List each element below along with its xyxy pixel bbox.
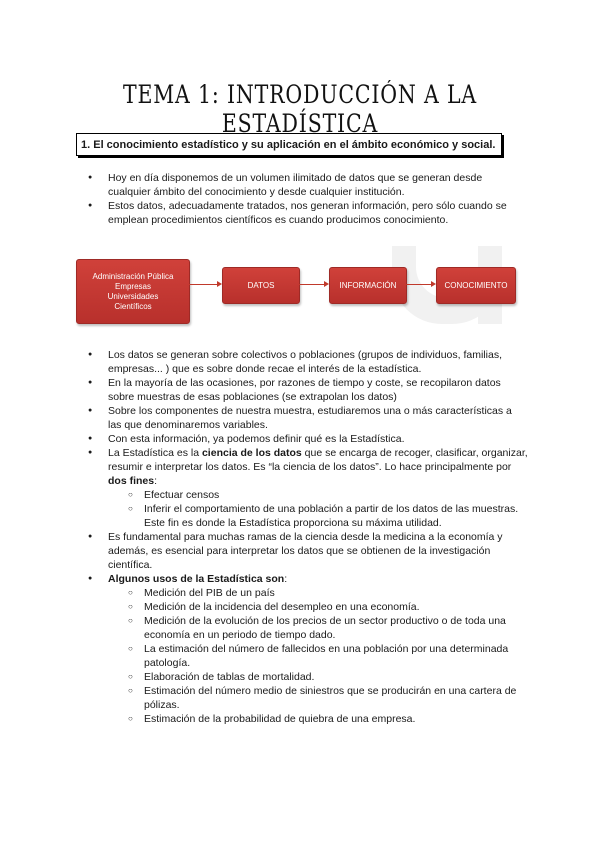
sub-list-item: ○ Elaboración de tablas de mortalidad. xyxy=(88,670,528,684)
text: : xyxy=(154,475,158,487)
source-line: Universidades xyxy=(107,291,159,301)
sub-list-item: ○ Medición de la evolución de los precios de un sector productivo o de toda una economía en un periodo de tiempo dado. xyxy=(88,614,528,642)
source-line: Administración Pública xyxy=(92,271,174,281)
conocimiento-box: CONOCIMIENTO xyxy=(436,267,516,304)
list-item: ● Con esta información, ya podemos definir qué es la Estadística. xyxy=(88,432,528,446)
sub-list-item: ○ Inferir el comportamiento de una población a partir de los datos de las muestras. Este fin es donde la Estadística proporciona su máxima utilidad. xyxy=(88,502,528,530)
datos-box: DATOS xyxy=(222,267,300,304)
emphasis: dos fines xyxy=(108,475,155,487)
main-list xyxy=(88,348,528,726)
informacion-box: INFORMACIÓN xyxy=(329,267,407,304)
list-item: ● Sobre los componentes de nuestra muestra, estudiaremos una o más características a las que denominaremos variables. xyxy=(88,404,528,432)
arrow-connector xyxy=(189,284,219,285)
section-heading: 1. El conocimiento estadístico y su aplicación en el ámbito económico y social. xyxy=(76,133,502,156)
list-item-uses xyxy=(88,572,528,586)
sub-list-item: ○ Medición del PIB de un país xyxy=(88,586,528,600)
emphasis: Algunos usos de la Estadística son xyxy=(108,573,285,585)
sub-list-item: ○ Efectuar censos xyxy=(88,488,528,502)
list-item-definition xyxy=(88,446,528,488)
arrow-connector xyxy=(406,284,433,285)
page-title: TEMA 1: INTRODUCCIÓN A LA ESTADÍSTICA xyxy=(122,80,478,138)
source-box xyxy=(76,259,190,324)
source-line: Científicos xyxy=(114,301,152,311)
list-item: ● En la mayoría de las ocasiones, por razones de tiempo y coste, se recopilaron datos sobre muestras de esas poblaciones (se extrapolan los datos) xyxy=(88,376,528,404)
data-flow-diagram xyxy=(0,252,600,322)
sub-list-item: ○ Estimación del número medio de siniestros que se producirán en una cartera de pólizas. xyxy=(88,684,528,712)
emphasis: ciencia de los datos xyxy=(201,447,302,459)
source-line: Empresas xyxy=(114,281,151,291)
list-item: ● Hoy en día disponemos de un volumen ilimitado de datos que se generan desde cualquier ámbito del conocimiento y desde cualquier institución. xyxy=(88,171,518,199)
sub-list-item: ○ Estimación de la probabilidad de quiebra de una empresa. xyxy=(88,712,528,726)
list-item: ● Es fundamental para muchas ramas de la ciencia desde la medicina a la economía y además, es esencial para interpretar los datos que se obtienen de la investigación científica. xyxy=(88,530,528,572)
sub-list-item: ○ La estimación del número de fallecidos en una población por una determinada patología. xyxy=(88,642,528,670)
arrow-connector xyxy=(299,284,326,285)
text: La Estadística es la xyxy=(108,447,202,459)
list-item: ● Los datos se generan sobre colectivos o poblaciones (grupos de individuos, familias, empresas... ) que es sobre donde recae el interés de la estadística. xyxy=(88,348,528,376)
sub-list-item: ○ Medición de la incidencia del desempleo en una economía. xyxy=(88,600,528,614)
text: : xyxy=(284,573,288,585)
list-item: ● Estos datos, adecuadamente tratados, nos generan información, pero sólo cuando se emplean procedimientos científicos es cuando producimos conocimiento. xyxy=(88,199,518,227)
text: que se encarga de recoger, clasificar, organizar, resumir e interpretar los datos. Es “la ciencia de los datos”. Lo hace principalmente por xyxy=(108,447,528,473)
intro-list xyxy=(88,171,518,227)
